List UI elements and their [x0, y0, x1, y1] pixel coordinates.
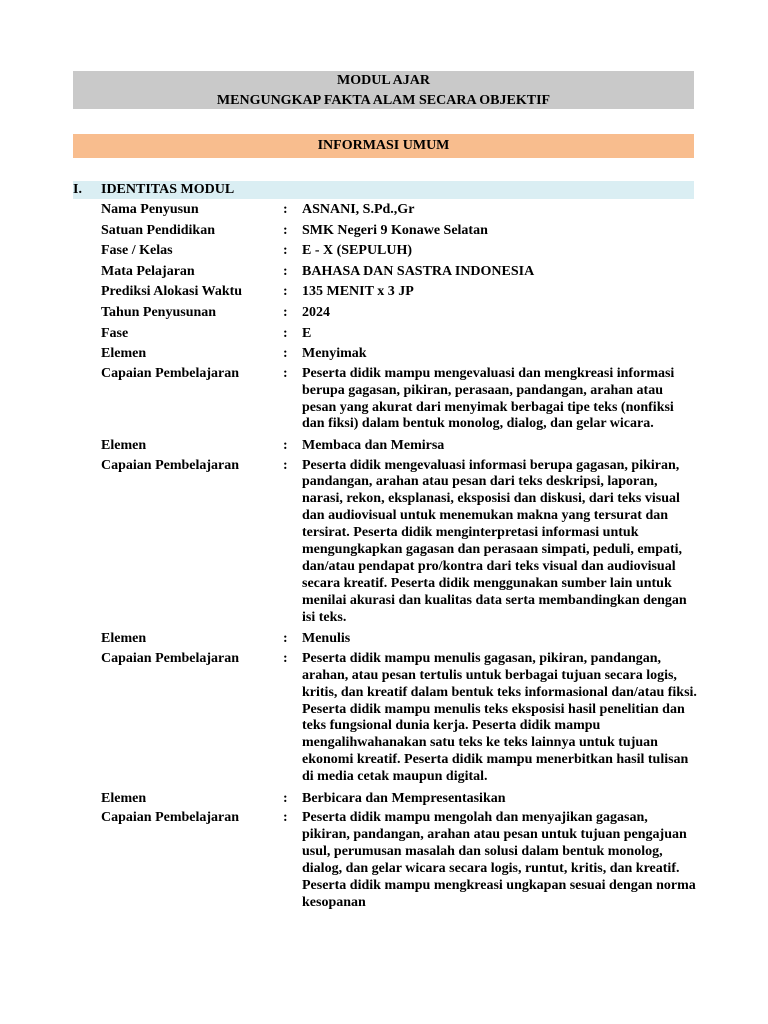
row-colon: :	[283, 304, 288, 320]
row-value: E - X (SEPULUH)	[302, 243, 413, 259]
row-colon: :	[283, 222, 288, 238]
row-value: E	[302, 325, 312, 341]
row-label: Elemen	[101, 437, 147, 453]
table-row	[0, 437, 768, 454]
row-value: Peserta didik mampu menulis gagasan, pikiran, pandangan, arahan, atau pesan tertulis untuk berbagai tujuan secara logis, kritis, dan kreatif dalam bentuk teks informasional dan/atau fiksi. Peserta didik mampu menulis teks eksposisi hasil penelitian dan teks fungsional dunia kerja. Peserta didik mampu mengalihwahanakan satu teks ke teks lainnya untuk tujuan ekonomi kreatif. Peserta didik mampu menerbitkan hasil tulisan di media cetak maupun digital.	[302, 650, 697, 785]
row-label: Capaian Pembelajaran	[101, 457, 240, 473]
table-row	[0, 790, 768, 807]
row-label: Tahun Penyusunan	[101, 304, 217, 320]
row-value: BAHASA DAN SASTRA INDONESIA	[302, 263, 535, 279]
table-row	[0, 222, 768, 239]
info-heading: INFORMASI UMUM	[73, 134, 694, 158]
row-colon: :	[283, 810, 288, 826]
table-row	[0, 325, 768, 342]
row-label: Fase	[101, 325, 129, 341]
row-colon: :	[283, 365, 288, 381]
row-colon: :	[283, 325, 288, 341]
row-label: Elemen	[101, 790, 147, 806]
table-row	[0, 651, 768, 786]
table-row	[0, 810, 768, 911]
table-row	[0, 458, 768, 627]
row-label: Capaian Pembelajaran	[101, 810, 240, 826]
row-label: Nama Penyusun	[101, 202, 199, 217]
row-value: Berbicara dan Mempresentasikan	[302, 790, 506, 806]
row-label: Prediksi Alokasi Waktu	[101, 284, 243, 300]
table-row	[0, 242, 768, 259]
identity-table	[0, 201, 768, 915]
document-subtitle: MENGUNGKAP FAKTA ALAM SECARA OBJEKTIF	[216, 93, 551, 108]
table-row	[0, 283, 768, 300]
row-colon: :	[283, 790, 288, 806]
section-number: I.	[73, 182, 82, 197]
row-value: Peserta didik mampu mengevaluasi dan mengkreasi informasi berupa gagasan, pikiran, perasaan, pandangan, arahan atau pesan yang akurat dari menyimak berbagai tipe teks (nonfiksi dan fiksi) dalam bentuk monolog, dialog, dan gelar wicara.	[302, 365, 675, 432]
row-value: Peserta didik mengevaluasi informasi berupa gagasan, pikiran, pandangan, arahan atau pesan dari teks deskripsi, laporan, narasi, rekon, eksplanasi, eksposisi dan diskusi, dari teks visual dan audiovisual untuk menemukan makna yang tersurat dan tersirat. Peserta didik menginterpretasi informasi untuk mengungkapkan gagasan dan perasaan simpati, peduli, empati, dan/atau pendapat pro/kontra dari teks visual dan audiovisual secara kreatif. Peserta didik menggunakan sumber lain untuk menilai akurasi dan kualitas data serta membandingkan dengan isi teks.	[302, 457, 687, 625]
row-colon: :	[283, 284, 288, 300]
row-value: Menyimak	[302, 346, 367, 362]
row-colon: :	[283, 650, 288, 666]
table-row	[0, 366, 768, 434]
row-value: SMK Negeri 9 Konawe Selatan	[302, 222, 488, 238]
row-value: Membaca dan Memirsa	[302, 437, 445, 453]
row-label: Elemen	[101, 346, 147, 362]
row-label: Capaian Pembelajaran	[101, 650, 240, 666]
row-value: 135 MENIT x 3 JP	[302, 284, 414, 300]
row-colon: :	[283, 631, 288, 647]
row-label: Elemen	[101, 631, 147, 647]
row-value: ASNANI, S.Pd.,Gr	[302, 202, 415, 217]
row-label: Fase / Kelas	[101, 243, 173, 259]
section-title: IDENTITAS MODUL	[101, 182, 235, 197]
table-row	[0, 263, 768, 280]
table-row	[0, 345, 768, 362]
row-value: 2024	[302, 304, 330, 320]
row-label: Mata Pelajaran	[101, 263, 195, 279]
row-label: Capaian Pembelajaran	[101, 365, 240, 381]
row-colon: :	[283, 346, 288, 362]
row-colon: :	[283, 457, 288, 473]
row-colon: :	[283, 437, 288, 453]
row-colon: :	[283, 243, 288, 259]
row-value: Menulis	[302, 631, 351, 647]
title-banner	[73, 71, 694, 109]
table-row	[0, 201, 768, 218]
row-colon: :	[283, 202, 288, 217]
document-title: MODUL AJAR	[337, 73, 430, 88]
row-value: Peserta didik mampu mengolah dan menyajikan gagasan, pikiran, pandangan, arahan atau pesan untuk tujuan pengajuan usul, perumusan masalah dan solusi dalam bentuk monolog, dialog, dan gelar wicara secara logis, runtut, kritis, dan kreatif. Peserta didik mampu mengkreasi ungkapan sesuai dengan norma kesopanan	[302, 810, 696, 910]
row-label: Satuan Pendidikan	[101, 222, 215, 238]
table-row	[0, 630, 768, 647]
table-row	[0, 304, 768, 321]
row-colon: :	[283, 263, 288, 279]
